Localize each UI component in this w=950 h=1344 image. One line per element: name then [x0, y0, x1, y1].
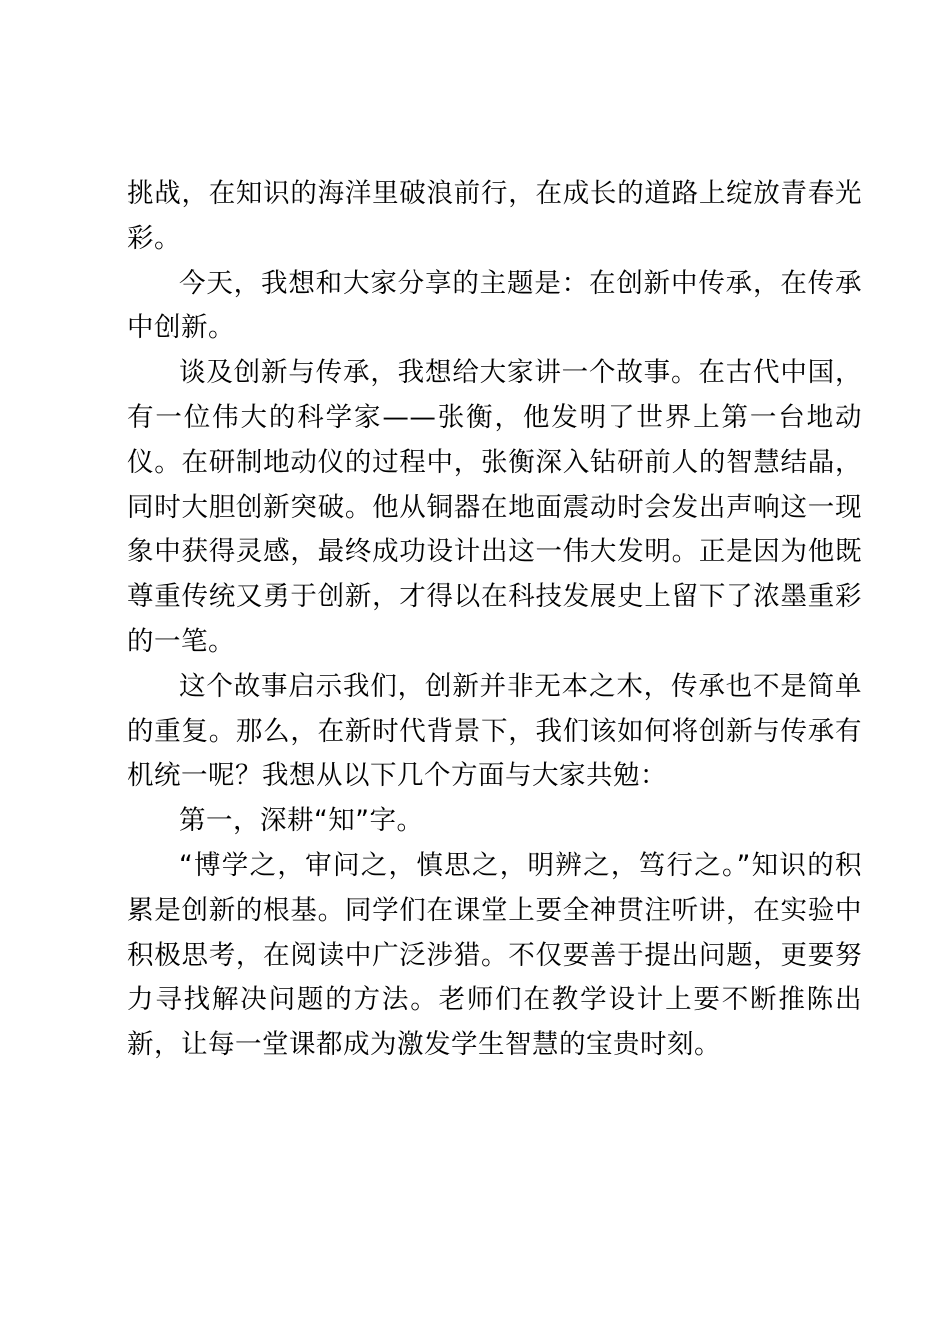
paragraph-lesson: 这个故事启示我们，创新并非无本之木，传承也不是简单的重复。那么，在新时代背景下，我们该如何将创新与传承有机统一呢？我想从以下几个方面与大家共勉：	[127, 670, 862, 792]
document-body	[127, 172, 862, 1068]
paragraph-point-one-heading: 第一，深耕“知”字。	[179, 805, 424, 837]
paragraph-point-one-body: “博学之，审问之，慎思之，明辨之，笃行之。”知识的积累是创新的根基。同学们在课堂上要全神贯注听讲，在实验中积极思考，在阅读中广泛涉猎。不仅要善于提出问题，更要努力寻找解决问题的方法。老师们在教学设计上要不断推陈出新，让每一堂课都成为激发学生智慧的宝贵时刻。	[127, 849, 862, 1061]
paragraph-theme: 今天，我想和大家分享的主题是：在创新中传承，在传承中创新。	[127, 267, 862, 344]
paragraph-continuation: 挑战，在知识的海洋里破浪前行，在成长的道路上绽放青春光彩。	[127, 178, 862, 254]
paragraph-story: 谈及创新与传承，我想给大家讲一个故事。在古代中国，有一位伟大的科学家——张衡，他发明了世界上第一台地动仪。在研制地动仪的过程中，张衡深入钻研前人的智慧结晶，同时大胆创新突破。他从铜器在地面震动时会发出声响这一现象中获得灵感，最终成功设计出这一伟大发明。正是因为他既尊重传统又勇于创新，才得以在科技发展史上留下了浓墨重彩的一笔。	[127, 357, 862, 657]
